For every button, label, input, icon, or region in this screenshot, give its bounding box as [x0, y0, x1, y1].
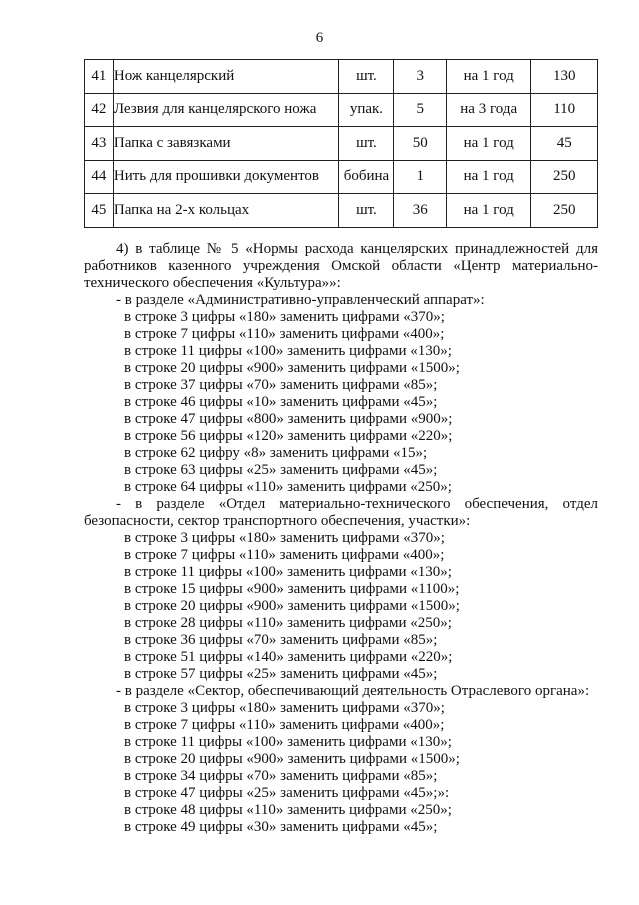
item-name: Нож канцелярский	[113, 60, 339, 94]
amendment-line: в строке 37 цифры «70» заменить цифрами «85»;	[124, 377, 438, 393]
item-period: на 1 год	[447, 160, 531, 194]
item-price: 130	[531, 60, 598, 94]
item-name: Лезвия для канцелярского ножа	[113, 93, 339, 127]
amendment-line: в строке 15 цифры «900» заменить цифрами «1100»;	[124, 581, 460, 597]
item-unit: шт.	[339, 194, 394, 228]
amendment-line: в строке 28 цифры «110» заменить цифрами «250»;	[124, 615, 452, 631]
section-heading: - в разделе «Административно-управленческий аппарат»:	[116, 292, 485, 308]
table-row	[85, 60, 598, 94]
amendment-line: в строке 57 цифры «25» заменить цифрами «45»;	[124, 666, 438, 682]
amendment-line: в строке 11 цифры «100» заменить цифрами «130»;	[124, 564, 452, 580]
intro-paragraph: 4) в таблице № 5 «Нормы расхода канцелярских принадлежностей для работников казенного учреждения Омской области «Центр материально-технического обеспечения «Культура»»:	[84, 241, 598, 291]
section-heading: - в разделе «Сектор, обеспечивающий деятельность Отраслевого органа»:	[116, 683, 590, 699]
item-unit: шт.	[339, 60, 394, 94]
amendment-line: в строке 56 цифры «120» заменить цифрами «220»;	[124, 428, 453, 444]
amendment-line: в строке 63 цифры «25» заменить цифрами «45»;	[124, 462, 438, 478]
amendment-line: в строке 7 цифры «110» заменить цифрами «400»;	[124, 326, 445, 342]
row-number: 41	[85, 60, 114, 94]
amendment-line: в строке 36 цифры «70» заменить цифрами «85»;	[124, 632, 438, 648]
row-number: 45	[85, 194, 114, 228]
item-name: Папка на 2-х кольцах	[113, 194, 339, 228]
item-unit: бобина	[339, 160, 394, 194]
amendment-line: в строке 47 цифры «800» заменить цифрами «900»;	[124, 411, 453, 427]
row-number: 43	[85, 127, 114, 161]
item-price: 250	[531, 194, 598, 228]
amendment-line: в строке 11 цифры «100» заменить цифрами «130»;	[124, 734, 452, 750]
norms-table	[84, 59, 598, 228]
amendment-line: в строке 7 цифры «110» заменить цифрами «400»;	[124, 547, 445, 563]
item-price: 45	[531, 127, 598, 161]
item-period: на 1 год	[447, 60, 531, 94]
item-quantity: 36	[394, 194, 447, 228]
amendment-line: в строке 20 цифры «900» заменить цифрами «1500»;	[124, 598, 460, 614]
item-period: на 1 год	[447, 194, 531, 228]
table-row	[85, 127, 598, 161]
amendment-line: в строке 62 цифру «8» заменить цифрами «15»;	[124, 445, 428, 461]
item-unit: шт.	[339, 127, 394, 161]
amendment-line: в строке 20 цифры «900» заменить цифрами «1500»;	[124, 360, 460, 376]
amendment-line: в строке 3 цифры «180» заменить цифрами «370»;	[124, 530, 445, 546]
amendment-line: в строке 64 цифры «110» заменить цифрами «250»;	[124, 479, 452, 495]
item-name: Нить для прошивки документов	[113, 160, 339, 194]
row-number: 42	[85, 93, 114, 127]
row-number: 44	[85, 160, 114, 194]
amendment-line: в строке 34 цифры «70» заменить цифрами «85»;	[124, 768, 438, 784]
amendment-line: в строке 49 цифры «30» заменить цифрами «45»;	[124, 819, 438, 835]
item-quantity: 3	[394, 60, 447, 94]
amendment-line: в строке 46 цифры «10» заменить цифрами «45»;	[124, 394, 438, 410]
item-price: 110	[531, 93, 598, 127]
item-unit: упак.	[339, 93, 394, 127]
item-price: 250	[531, 160, 598, 194]
amendment-line: в строке 7 цифры «110» заменить цифрами «400»;	[124, 717, 445, 733]
item-period: на 3 года	[447, 93, 531, 127]
amendment-line: в строке 20 цифры «900» заменить цифрами «1500»;	[124, 751, 460, 767]
amendment-line: в строке 47 цифры «25» заменить цифрами «45»;»:	[124, 785, 450, 801]
section-heading: - в разделе «Отдел материально-технического обеспечения, отдел безопасности, сектор транспортного обеспечения, участки»:	[84, 496, 598, 529]
item-period: на 1 год	[447, 127, 531, 161]
amendment-line: в строке 48 цифры «110» заменить цифрами «250»;	[124, 802, 452, 818]
amendment-line: в строке 11 цифры «100» заменить цифрами «130»;	[124, 343, 452, 359]
amendment-line: в строке 51 цифры «140» заменить цифрами «220»;	[124, 649, 453, 665]
amendment-line: в строке 3 цифры «180» заменить цифрами «370»;	[124, 700, 445, 716]
document-body	[84, 241, 598, 836]
page-number: 6	[315, 30, 324, 46]
amendment-line: в строке 3 цифры «180» заменить цифрами «370»;	[124, 309, 445, 325]
table-row	[85, 194, 598, 228]
item-quantity: 1	[394, 160, 447, 194]
item-name: Папка с завязками	[113, 127, 339, 161]
item-quantity: 50	[394, 127, 447, 161]
table-row	[85, 160, 598, 194]
item-quantity: 5	[394, 93, 447, 127]
table-row	[85, 93, 598, 127]
